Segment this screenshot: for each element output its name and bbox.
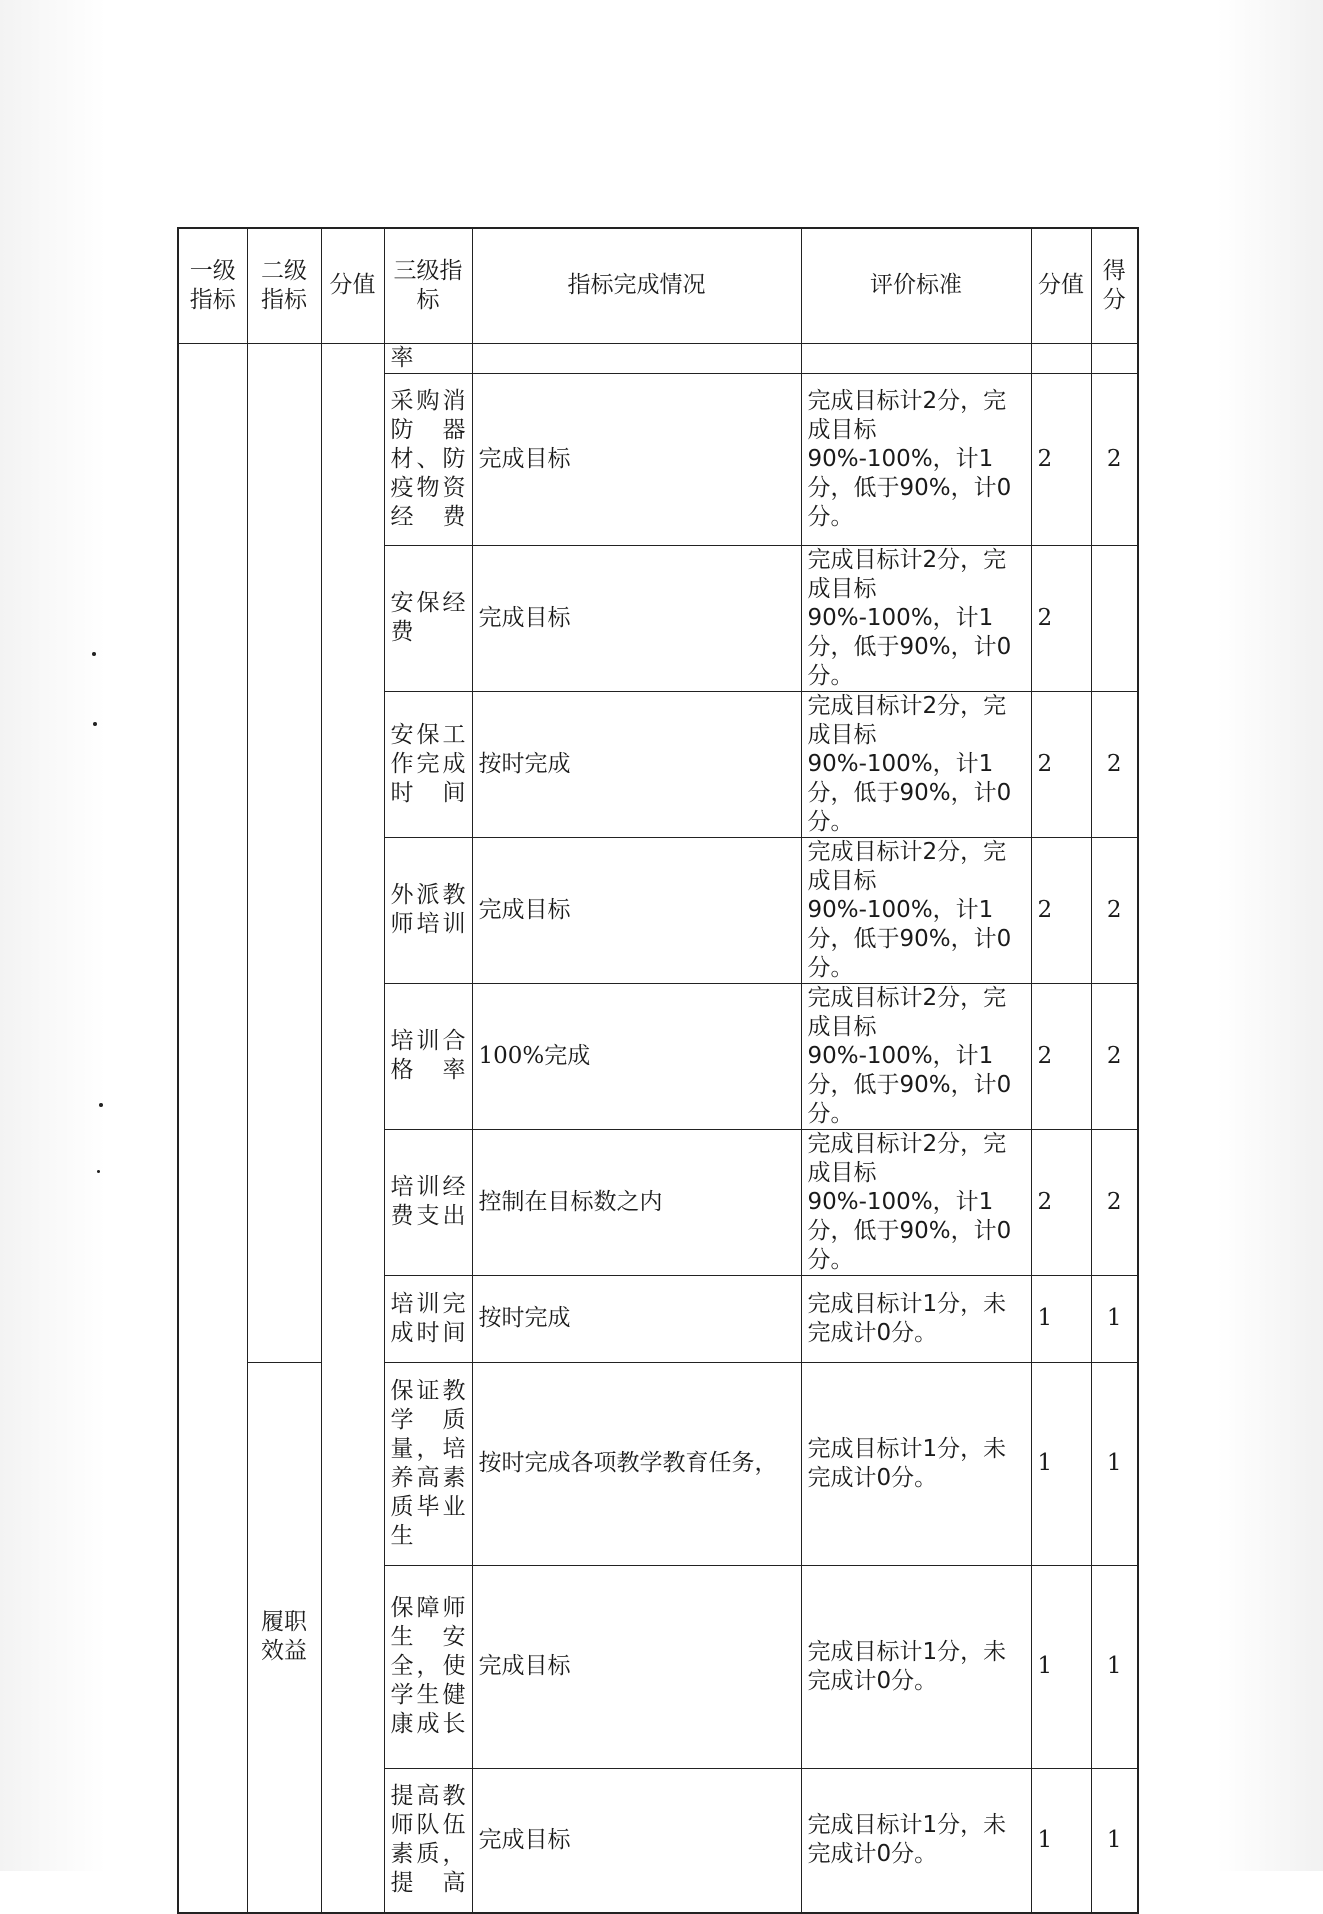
level3-name: 培训合格率 bbox=[384, 983, 472, 1129]
level3-name: 培训完成时间 bbox=[384, 1275, 472, 1362]
criteria-cell: 完成目标计2分，完成目标90%-100%，计1分，低于90%，计0分。 bbox=[801, 837, 1031, 983]
level3-name: 提高教师队伍素质，提高 bbox=[384, 1768, 472, 1913]
score-cell: 2 bbox=[1031, 983, 1091, 1129]
level3-name: 保障师生安全，使学生健康成长 bbox=[384, 1565, 472, 1768]
completion-cell: 按时完成 bbox=[472, 1275, 801, 1362]
criteria-cell: 完成目标计1分，未完成计0分。 bbox=[801, 1768, 1031, 1913]
completion-cell: 完成目标 bbox=[472, 837, 801, 983]
result-cell bbox=[1091, 545, 1138, 691]
evaluation-table bbox=[177, 227, 1139, 1914]
score-cell bbox=[1031, 343, 1091, 373]
margin-mark bbox=[99, 1103, 103, 1107]
score-cell: 1 bbox=[1031, 1768, 1091, 1913]
level3-name: 外派教师培训 bbox=[384, 837, 472, 983]
table-row bbox=[178, 343, 1138, 373]
header-level2: 二级指标 bbox=[247, 228, 321, 343]
level2-group-label: 履职效益 bbox=[247, 1362, 321, 1913]
criteria-cell: 完成目标计2分，完成目标90%-100%，计1分，低于90%，计0分。 bbox=[801, 1129, 1031, 1275]
criteria-cell: 完成目标计2分，完成目标90%-100%，计1分，低于90%，计0分。 bbox=[801, 373, 1031, 545]
score-cell: 2 bbox=[1031, 373, 1091, 545]
completion-cell: 完成目标 bbox=[472, 373, 801, 545]
level3-name: 率 bbox=[384, 343, 472, 373]
completion-cell: 控制在目标数之内 bbox=[472, 1129, 801, 1275]
criteria-cell: 完成目标计2分，完成目标90%-100%，计1分，低于90%，计0分。 bbox=[801, 983, 1031, 1129]
level3-name: 保证教学质量，培养高素质毕业生 bbox=[384, 1362, 472, 1565]
score-cell: 2 bbox=[1031, 837, 1091, 983]
header-level1: 一级指标 bbox=[178, 228, 247, 343]
header-criteria: 评价标准 bbox=[801, 228, 1031, 343]
completion-cell bbox=[472, 343, 801, 373]
header-result: 得分 bbox=[1091, 228, 1138, 343]
header-score-a: 分值 bbox=[321, 228, 384, 343]
score-cell: 2 bbox=[1031, 545, 1091, 691]
level3-name: 采购消防器材、防疫物资经费 bbox=[384, 373, 472, 545]
completion-cell: 按时完成各项教学教育任务， bbox=[472, 1362, 801, 1565]
criteria-cell: 完成目标计2分，完成目标90%-100%，计1分，低于90%，计0分。 bbox=[801, 691, 1031, 837]
score-cell: 2 bbox=[1031, 1129, 1091, 1275]
level3-name: 培训经费支出 bbox=[384, 1129, 472, 1275]
completion-cell: 按时完成 bbox=[472, 691, 801, 837]
result-cell: 1 bbox=[1091, 1275, 1138, 1362]
margin-mark bbox=[92, 652, 96, 656]
completion-cell: 100%完成 bbox=[472, 983, 801, 1129]
result-cell: 2 bbox=[1091, 1129, 1138, 1275]
level1-cell bbox=[178, 343, 247, 1913]
result-cell: 1 bbox=[1091, 1768, 1138, 1913]
result-cell: 2 bbox=[1091, 837, 1138, 983]
completion-cell: 完成目标 bbox=[472, 1565, 801, 1768]
result-cell: 1 bbox=[1091, 1565, 1138, 1768]
result-cell: 2 bbox=[1091, 983, 1138, 1129]
level3-name: 安保工作完成时间 bbox=[384, 691, 472, 837]
score-cell: 1 bbox=[1031, 1565, 1091, 1768]
score-cell: 1 bbox=[1031, 1275, 1091, 1362]
criteria-cell bbox=[801, 343, 1031, 373]
margin-mark bbox=[97, 1170, 100, 1173]
header-completion: 指标完成情况 bbox=[472, 228, 801, 343]
result-cell bbox=[1091, 343, 1138, 373]
level2-cell-upper bbox=[247, 343, 321, 1362]
criteria-cell: 完成目标计2分，完成目标90%-100%，计1分，低于90%，计0分。 bbox=[801, 545, 1031, 691]
criteria-cell: 完成目标计1分，未完成计0分。 bbox=[801, 1565, 1031, 1768]
result-cell: 2 bbox=[1091, 373, 1138, 545]
level3-name: 安保经费 bbox=[384, 545, 472, 691]
header-score-b: 分值 bbox=[1031, 228, 1091, 343]
score-a-cell bbox=[321, 343, 384, 1913]
criteria-cell: 完成目标计1分，未完成计0分。 bbox=[801, 1362, 1031, 1565]
criteria-cell: 完成目标计1分，未完成计0分。 bbox=[801, 1275, 1031, 1362]
header-level3: 三级指标 bbox=[384, 228, 472, 343]
completion-cell: 完成目标 bbox=[472, 545, 801, 691]
result-cell: 1 bbox=[1091, 1362, 1138, 1565]
header-row bbox=[178, 228, 1138, 343]
result-cell: 2 bbox=[1091, 691, 1138, 837]
margin-mark bbox=[93, 722, 97, 726]
score-cell: 1 bbox=[1031, 1362, 1091, 1565]
score-cell: 2 bbox=[1031, 691, 1091, 837]
completion-cell: 完成目标 bbox=[472, 1768, 801, 1913]
